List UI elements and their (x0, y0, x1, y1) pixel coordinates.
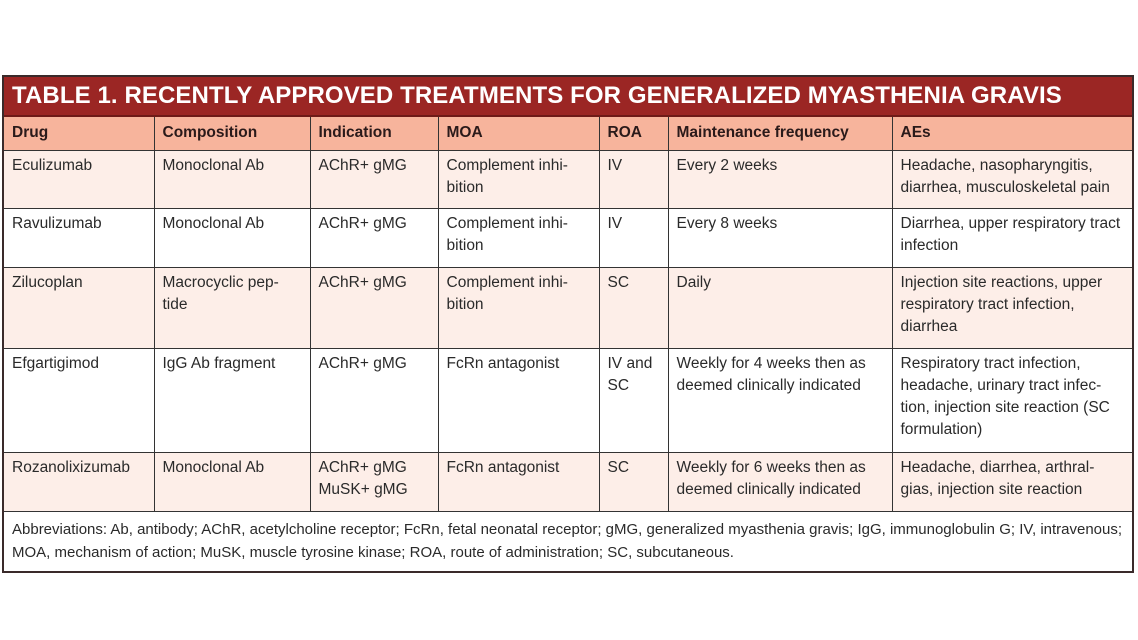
column-header-drug: Drug (4, 117, 154, 151)
cell-drug: Eculizumab (4, 151, 154, 209)
cell-frequency: Every 2 weeks (668, 151, 892, 209)
cell-composition: Monoclonal Ab (154, 209, 310, 268)
header-row (4, 117, 1132, 151)
cell-composition: Monoclonal Ab (154, 151, 310, 209)
cell-moa: FcRn antagonist (438, 453, 599, 512)
abbreviations-footnote: Abbreviations: Ab, antibody; AChR, acetylcholine receptor; FcRn, fetal neonatal receptor; gMG, generalized myasthenia gravis; IgG, immunoglobulin G; IV, intravenous; MOA, mechanism of action; MuSK, muscle tyrosine kinase; ROA, route of administration; SC, subcutaneous. (4, 512, 1132, 572)
cell-roa: IV and SC (599, 349, 668, 453)
cell-composition: Monoclonal Ab (154, 453, 310, 512)
cell-composition: IgG Ab fragment (154, 349, 310, 453)
table-row (4, 453, 1132, 512)
cell-roa: SC (599, 453, 668, 512)
cell-aes: Headache, nasopharyngitis, diarrhea, musculoskeletal pain (892, 151, 1132, 209)
column-header-moa: MOA (438, 117, 599, 151)
cell-frequency: Weekly for 6 weeks then as deemed clinically indicated (668, 453, 892, 512)
cell-moa: FcRn antagonist (438, 349, 599, 453)
column-header-indication: Indication (310, 117, 438, 151)
cell-drug: Efgartigimod (4, 349, 154, 453)
footnote-row (4, 512, 1132, 572)
cell-moa: Complement inhi-bition (438, 209, 599, 268)
cell-roa: IV (599, 209, 668, 268)
cell-frequency: Daily (668, 268, 892, 349)
cell-frequency: Weekly for 4 weeks then as deemed clinically indicated (668, 349, 892, 453)
cell-roa: IV (599, 151, 668, 209)
cell-drug: Rozanolixizumab (4, 453, 154, 512)
table-row (4, 209, 1132, 268)
data-table (4, 117, 1132, 571)
cell-aes: Headache, diarrhea, arthral-gias, injection site reaction (892, 453, 1132, 512)
cell-indication: AChR+ gMG (310, 209, 438, 268)
cell-roa: SC (599, 268, 668, 349)
cell-aes: Diarrhea, upper respiratory tract infection (892, 209, 1132, 268)
column-header-frequency: Maintenance frequency (668, 117, 892, 151)
table-title: TABLE 1. RECENTLY APPROVED TREATMENTS FOR GENERALIZED MYASTHENIA GRAVIS (4, 77, 1132, 117)
cell-drug: Ravulizumab (4, 209, 154, 268)
column-header-composition: Composition (154, 117, 310, 151)
cell-aes: Respiratory tract infection, headache, urinary tract infec-tion, injection site reaction (SC formulation) (892, 349, 1132, 453)
table-row (4, 268, 1132, 349)
table-row (4, 349, 1132, 453)
cell-frequency: Every 8 weeks (668, 209, 892, 268)
cell-indication: AChR+ gMG (310, 151, 438, 209)
cell-indication: AChR+ gMG MuSK+ gMG (310, 453, 438, 512)
cell-moa: Complement inhi-bition (438, 268, 599, 349)
cell-drug: Zilucoplan (4, 268, 154, 349)
table-row (4, 151, 1132, 209)
cell-composition: Macrocyclic pep-tide (154, 268, 310, 349)
treatments-table (2, 75, 1134, 573)
cell-indication: AChR+ gMG (310, 268, 438, 349)
cell-aes: Injection site reactions, upper respiratory tract infection, diarrhea (892, 268, 1132, 349)
column-header-aes: AEs (892, 117, 1132, 151)
column-header-roa: ROA (599, 117, 668, 151)
cell-moa: Complement inhi-bition (438, 151, 599, 209)
cell-indication: AChR+ gMG (310, 349, 438, 453)
